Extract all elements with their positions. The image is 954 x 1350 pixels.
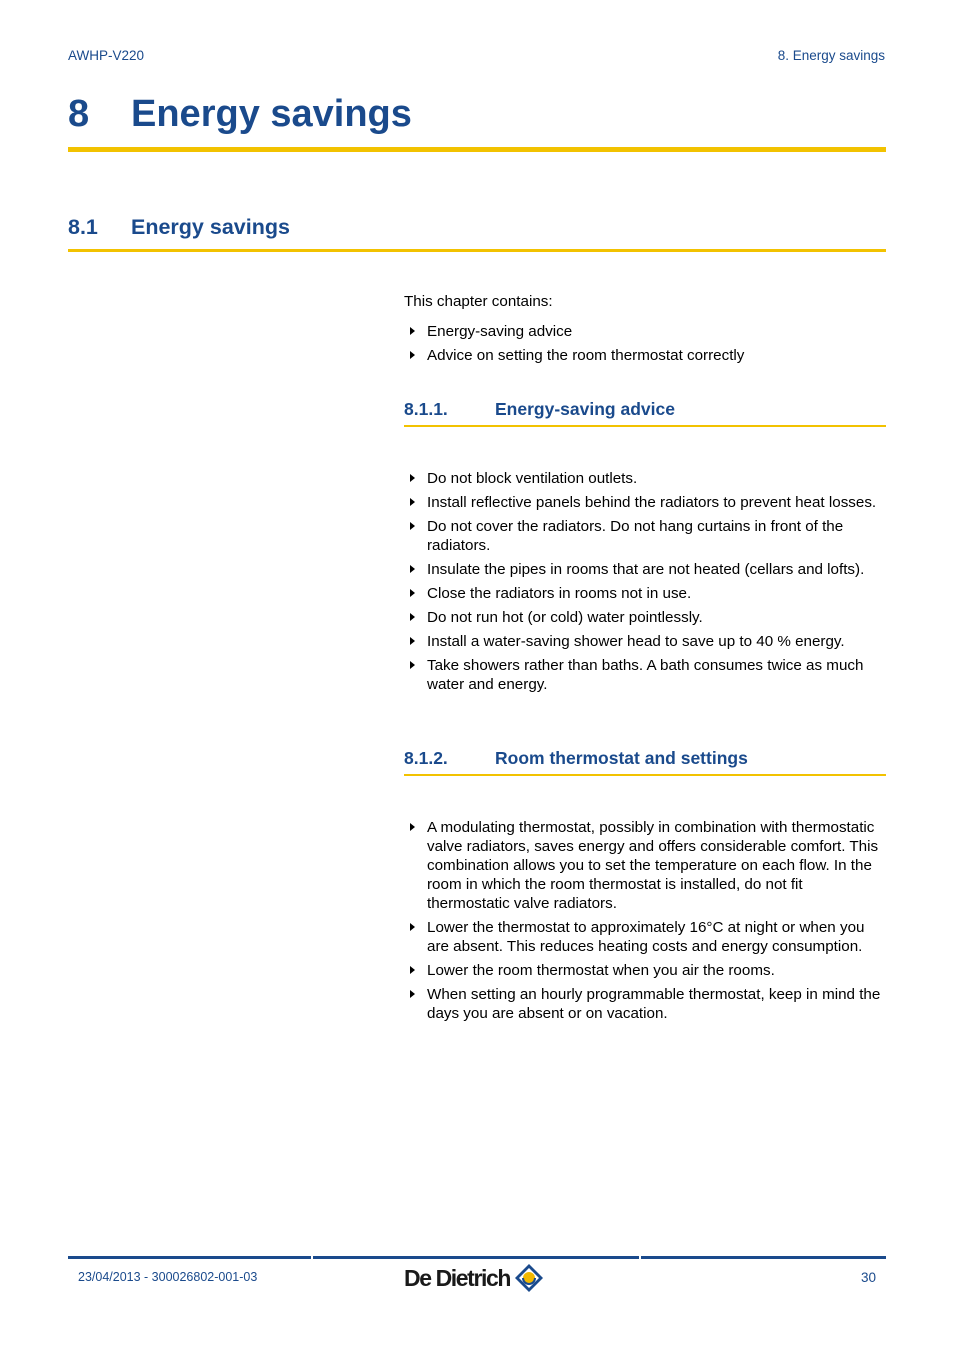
list-item [404,584,886,603]
subsection-number: 8.1.2. [404,748,448,768]
triangle-right-icon [410,613,415,621]
chapter-heading [68,88,886,152]
triangle-right-icon [410,522,415,530]
brand-logo-text: De Dietrich [404,1264,511,1291]
footer-divider [68,1256,886,1259]
brand-logo [404,1262,545,1294]
list-item [404,560,886,579]
list-item [404,493,886,512]
list-item [404,469,886,488]
subsection-heading-room-thermostat [404,747,886,776]
triangle-right-icon [410,327,415,335]
header-product-name: AWHP-V220 [68,48,145,63]
list-item-text: Insulate the pipes in rooms that are not heated (cellars and lofts). [427,561,865,578]
list-item-text: Do not cover the radiators. Do not hang curtains in front of the radiators. [427,518,844,554]
list-item-text: Lower the room thermostat when you air the rooms. [427,962,775,979]
list-item-text: Close the radiators in rooms not in use. [427,585,692,602]
subsection-number: 8.1.1. [404,399,448,419]
intro-list [404,322,886,365]
triangle-right-icon [410,990,415,998]
list-item-text: A modulating thermostat, possibly in combination with thermostatic valve radiators, saves energy and offers considerable comfort. This combination allows you to set the temperature on each flow. In the room in which the room thermostat is installed, do not fit thermostatic valve radiators. [427,819,879,912]
triangle-right-icon [410,966,415,974]
list-item [404,918,886,956]
list-item-text: Do not block ventilation outlets. [427,470,638,487]
list-item [404,346,886,365]
triangle-right-icon [410,923,415,931]
chapter-number: 8 [68,93,90,135]
triangle-right-icon [410,498,415,506]
de-dietrich-diamond-icon [513,1262,545,1294]
chapter-title: Energy savings [131,93,412,135]
intro-block [404,292,886,370]
list-item-text: When setting an hourly programmable thermostat, keep in mind the days you are absent or on vacation. [427,986,881,1022]
list-item [404,985,886,1023]
list-item-text: Do not run hot (or cold) water pointlessly. [427,609,703,626]
intro-text: This chapter contains: [404,293,553,310]
subsection-title: Energy-saving advice [495,399,675,419]
footer-divider-gap [311,1256,313,1259]
triangle-right-icon [410,351,415,359]
list-item [404,818,886,913]
list-item-text: Take showers rather than baths. A bath consumes twice as much water and energy. [427,657,864,693]
triangle-right-icon [410,823,415,831]
list-item [404,322,886,341]
triangle-right-icon [410,474,415,482]
page-number: 30 [860,1270,876,1285]
footer-divider-gap [639,1256,641,1259]
subsection-title: Room thermostat and settings [495,748,748,768]
list-item [404,961,886,980]
section-number: 8.1 [68,215,98,239]
energy-saving-advice-list [404,469,886,699]
triangle-right-icon [410,661,415,669]
list-item-text: Lower the thermostat to approximately 16°C at night or when you are absent. This reduces heating costs and energy consumption. [427,919,865,955]
list-item [404,608,886,627]
room-thermostat-list [404,818,886,1028]
subsection-heading-energy-saving-advice [404,398,886,427]
list-item-text: Advice on setting the room thermostat correctly [427,347,745,364]
header-chapter-ref: 8. Energy savings [777,48,885,63]
section-title: Energy savings [131,215,290,239]
triangle-right-icon [410,589,415,597]
list-item [404,656,886,694]
list-item-text: Energy-saving advice [427,323,573,340]
footer-date-doc-number: 23/04/2013 - 300026802-001-03 [78,1270,258,1284]
list-item [404,632,886,651]
triangle-right-icon [410,565,415,573]
list-item-text: Install a water-saving shower head to save up to 40 % energy. [427,633,845,650]
list-item-text: Install reflective panels behind the radiators to prevent heat losses. [427,494,877,511]
list-item [404,517,886,555]
triangle-right-icon [410,637,415,645]
section-heading [68,212,886,252]
